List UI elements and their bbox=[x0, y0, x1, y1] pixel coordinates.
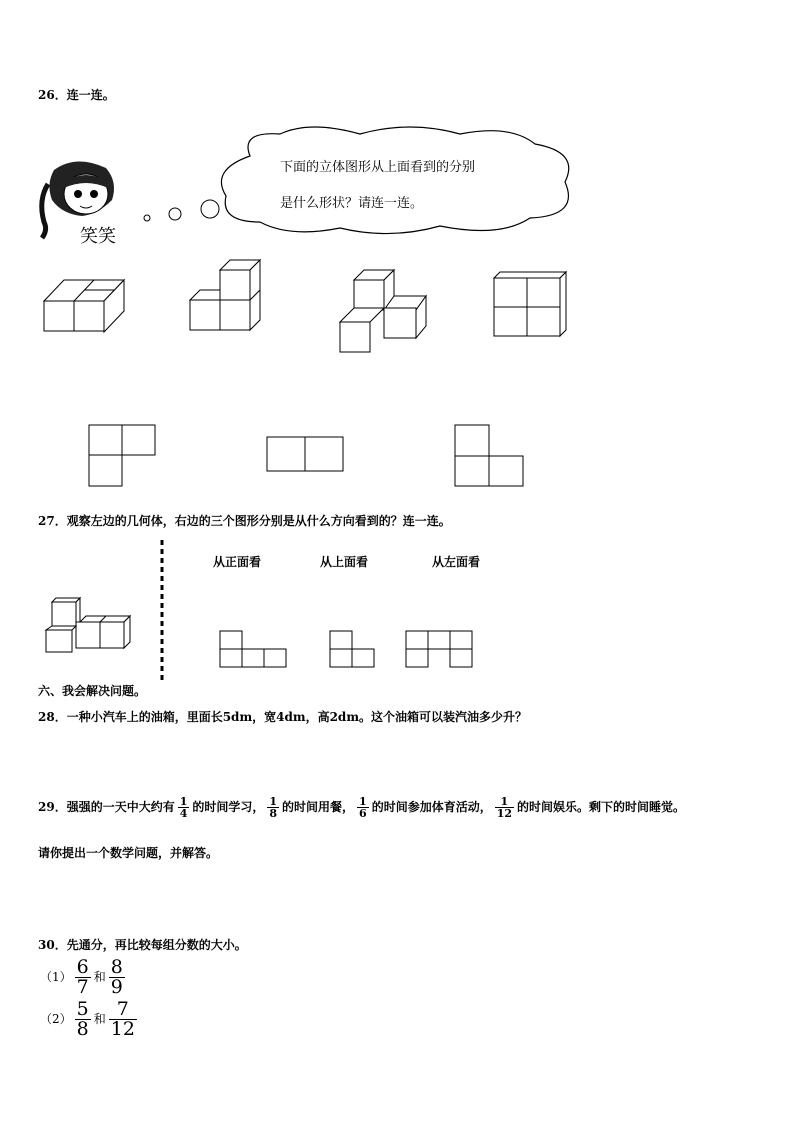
fraction-1-4: $\frac{1}{4}$ bbox=[179, 795, 188, 820]
q30-item-2-label: （2） bbox=[40, 1012, 72, 1026]
q30-item-2 bbox=[40, 1000, 140, 1039]
view-shape-1 bbox=[219, 630, 289, 668]
view-label-front: 从正面看 bbox=[213, 555, 262, 569]
q30-item-1-label: （1） bbox=[40, 970, 72, 984]
q29-part-2: 的时间学习， bbox=[192, 800, 265, 814]
q29-line-1 bbox=[38, 796, 685, 819]
q28-text: 28．一种小汽车上的油箱，里面长5dm，宽4dm，高2dm。这个油箱可以装汽油多少升？ bbox=[38, 710, 528, 724]
q27-title: 27．观察左边的几何体，右边的三个图形分别是从什么方向看到的？连一连。 bbox=[38, 514, 451, 528]
view-shape-3 bbox=[405, 630, 475, 668]
fraction-1-6: $\frac{1}{6}$ bbox=[359, 795, 367, 820]
solid-1 bbox=[40, 276, 130, 336]
view-label-top: 从上面看 bbox=[320, 555, 369, 569]
girl-label: 笑笑 bbox=[80, 226, 116, 247]
q26-title: 26．连一连。 bbox=[38, 88, 115, 102]
view-shape-2 bbox=[329, 630, 377, 668]
q30-item-2-and: 和 bbox=[93, 1012, 106, 1026]
q29-part-4: 的时间参加体育活动， bbox=[371, 800, 492, 814]
fraction-7-12: $\frac{7}{12}$ bbox=[110, 998, 135, 1040]
q30-item-1-and: 和 bbox=[93, 970, 106, 984]
solid-4 bbox=[490, 268, 570, 340]
q29-line-2: 请你提出一个数学问题，并解答。 bbox=[38, 846, 219, 860]
q29-part-5: 的时间娱乐。剩下的时间睡觉。 bbox=[517, 800, 686, 814]
bubble-line-1: 下面的立体图形从上面看到的分别 bbox=[280, 160, 476, 175]
q29-part-1: 29．强强的一天中大约有 bbox=[38, 800, 175, 814]
q27-solid bbox=[42, 596, 142, 654]
solid-3 bbox=[336, 266, 436, 356]
q30-item-1 bbox=[40, 958, 128, 997]
q29-part-3: 的时间用餐， bbox=[282, 800, 355, 814]
fraction-6-7: $\frac{6}{7}$ bbox=[76, 956, 89, 998]
fraction-8-9: $\frac{8}{9}$ bbox=[110, 956, 123, 998]
solid-2 bbox=[186, 256, 266, 336]
bubble-line-2: 是什么形状？请连一连。 bbox=[280, 196, 424, 211]
top-view-shape-3 bbox=[454, 424, 526, 488]
fraction-1-12: $\frac{1}{12}$ bbox=[496, 795, 513, 820]
thought-bubble bbox=[140, 126, 590, 238]
top-view-shape-2 bbox=[266, 436, 346, 474]
divider-dashed-line bbox=[160, 540, 164, 680]
section-6-title: 六、我会解决问题。 bbox=[38, 684, 147, 698]
view-label-left: 从左面看 bbox=[432, 555, 481, 569]
q30-title: 30．先通分，再比较每组分数的大小。 bbox=[38, 938, 247, 952]
fraction-5-8: $\frac{5}{8}$ bbox=[76, 998, 89, 1040]
fraction-1-8: $\frac{1}{8}$ bbox=[269, 795, 278, 820]
top-view-shape-1 bbox=[88, 424, 158, 488]
